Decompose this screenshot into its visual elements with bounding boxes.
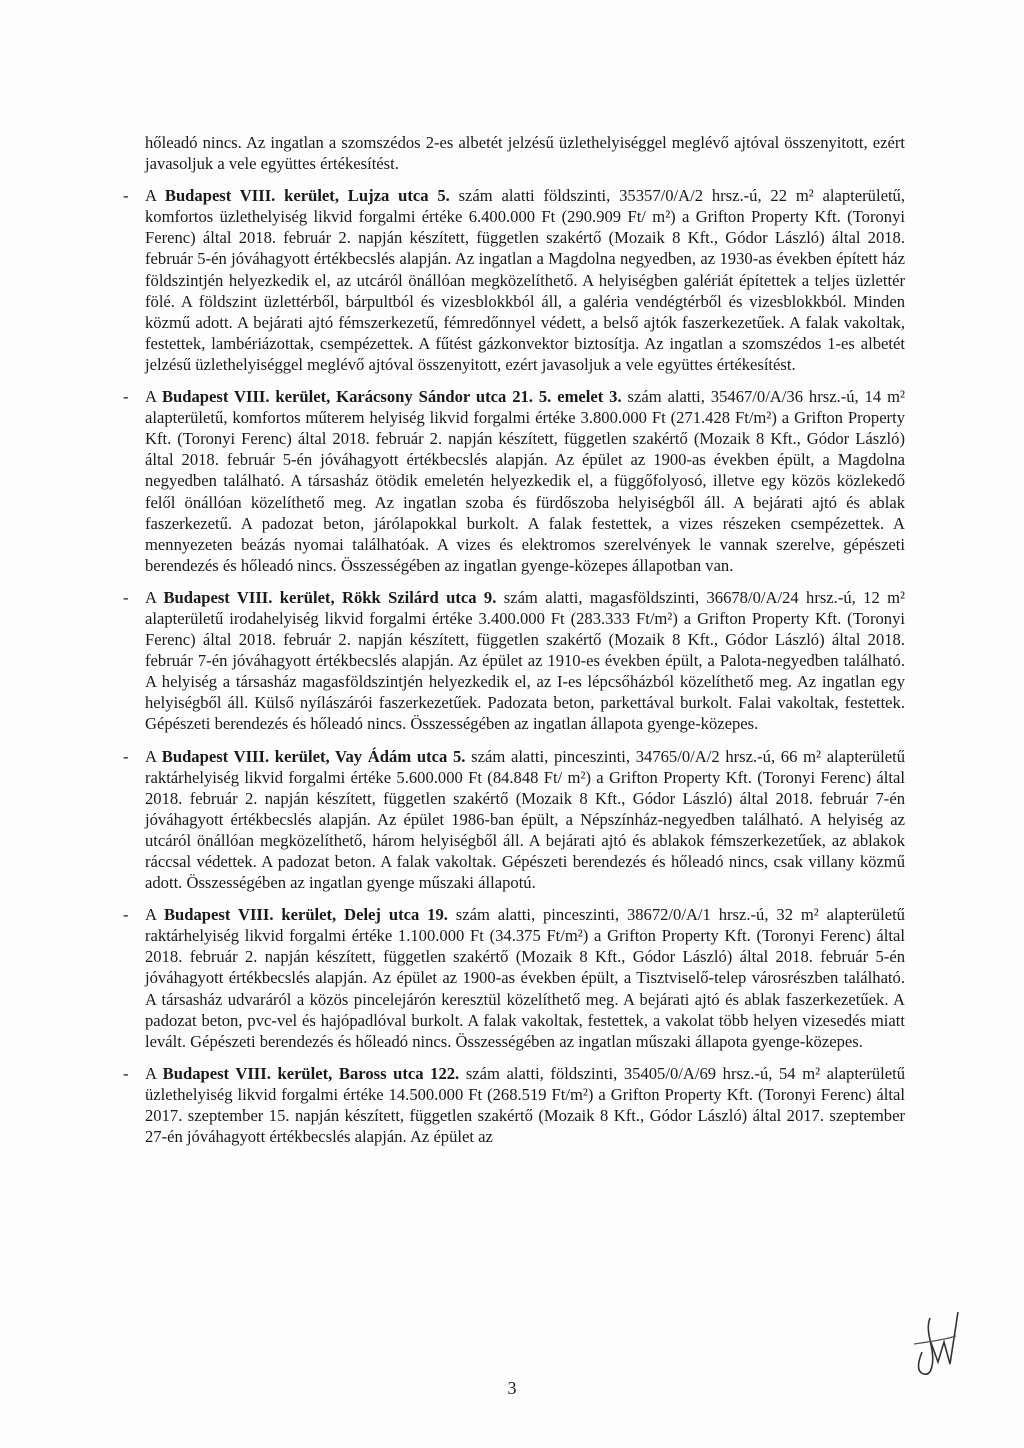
list-dash: - — [123, 387, 129, 407]
entry-description: szám alatti földszinti, 35357/0/A/2 hrsz.-ú, 22 m² alapterületű, komfortos üzlethelyiség likvid forgalmi értéke 6.400.000 Ft (290.909 Ft/ m²) a Grifton Property Kft. (Toronyi Ferenc) által 2018. február 2. napján készített, független szakértő (Mozaik 8 Kft., Gódor László) által 2018. február 5-én jóváhagyott értékbecslés alapján. Az ingatlan a Magdolna negyedben, az 1930-as években épített ház földszintjén helyezkedik el, az utcáról önállóan megközelíthető. A helyiségben galériát építettek a teljes üzlettér fölé. A földszint üzlettérből, bárpultból és vizesblokkból áll, a galéria vendégtérből és vizesblokkból. Minden közmű adott. A bejárati ajtó fémszerkezetű, fémredőnnyel védett, a belső ajtók faszerkezetűek. A falak vakoltak, festettek, lambériázottak, csempézettek. A fűtést gázkonvektor biztosítja. Az ingatlan a szomszédos 1-es albetét jelzésű üzlethelyiséggel meglévő ajtóval összenyitott, ezért javasoljuk a vele együttes értékesítést. — [145, 186, 905, 374]
entry-address: Budapest VIII. kerület, Karácsony Sándor utca 21. 5. emelet 3. — [161, 387, 622, 407]
entry-description: szám alatti, magasföldszinti, 36678/0/A/24 hrsz.-ú, 12 m² alapterületű irodahelyiség likvid forgalmi értéke 3.400.000 Ft (283.333 Ft/m²) a Grifton Property Kft. (Toronyi Ferenc) által 2018. február 2. napján készített, független szakértő (Mozaik 8 Kft., Gódor László) által 2018. február 7-én jóváhagyott értékbecslés alapján. Az épület az 1910-es években épült, a Palota-negyedben található. A helyiség a társasház magasföldszintjén helyezkedik el, az I-es lépcsőházból közelíthető meg. Az ingatlan egy helyiségből áll. Külső nyílászárói faszerkezetűek. Padozata beton, parkettával burkolt. Falai vakoltak, festettek. Gépészeti berendezés és hőleadó nincs. Összességében az ingatlan állapota gyenge-közepes. — [145, 587, 905, 734]
entry-description: szám alatti, pinceszinti, 34765/0/A/2 hrsz.-ú, 66 m² alapterületű raktárhelyiség likvid forgalmi értéke 5.600.000 Ft (84.848 Ft/ m²) a Grifton Property Kft. (Toronyi Ferenc) által 2018. február 2. napján készített, független szakértő (Mozaik 8 Kft., Gódor László) által 2018. február 7-én jóváhagyott értékbecslés alapján. Az épület 1986-ban épült, a Népszínház-negyedben található. A helyiség az utcáról önállóan megközelíthető, három helyiségből áll. A bejárati ajtó és ablakok fémszerkezetűek, az ablakok ráccsal védettek. A padozat beton. A falak vakoltak. Gépészeti berendezés és hőleadó nincs, csak villany közmű adott. Összességében az ingatlan gyenge műszaki állapotú. — [145, 746, 906, 893]
list-dash: - — [123, 186, 129, 206]
list-dash: - — [123, 746, 129, 766]
list-dash: - — [123, 905, 129, 925]
list-dash: - — [123, 587, 129, 607]
property-entry-rokk — [123, 587, 905, 735]
entry-description: szám alatti, földszinti, 35405/0/A/69 hrsz.-ú, 54 m² alapterületű üzlethelyiség likvid forgalmi értéke 14.500.000 Ft (268.519 Ft/m²) a Grifton Property Kft. (Toronyi Ferenc) által 2017. szeptember 15. napján készített, független szakértő (Mozaik 8 Kft., Gódor László) által 2017. szeptember 27-én jóváhagyott értékbecslés alapján. Az épület az — [145, 1063, 906, 1147]
entry-prefix: A — [145, 186, 165, 206]
entry-prefix: A — [145, 746, 162, 766]
entry-paragraph — [145, 185, 905, 375]
entry-paragraph — [145, 904, 905, 1052]
property-entry-baross — [123, 1063, 906, 1147]
entry-address: Budapest VIII. kerület, Delej utca 19. — [163, 905, 448, 925]
entry-address: Budapest VIII. kerület, Vay Ádám utca 5. — [161, 746, 466, 766]
entry-description: szám alatti, pinceszinti, 38672/0/A/1 hrsz.-ú, 32 m² alapterületű raktárhelyiség likvid forgalmi értéke 1.100.000 Ft (34.375 Ft/m²) a Grifton Property Kft. (Toronyi Ferenc) által 2018. február 2. napján készített, független szakértő (Mozaik 8 Kft., Gódor László) által 2018. február 5-én jóváhagyott értékbecslés alapján. Az épület az 1900-as években épült, a Tisztviselő-telep városrészben található. A társasház udvaráról a közös pincelejárón keresztül közelíthető meg. A bejárati ajtó és ablak faszerkezetűek. A padozat beton, pvc-vel és hajópadlóval burkolt. A falak vakoltak, festettek, a vakolat több helyen vizesedés miatt levált. Gépészeti berendezés és hőleadó nincs. Összességében az ingatlan műszaki állapota gyenge-közepes. — [145, 905, 905, 1051]
entry-address: Budapest VIII. kerület, Baross utca 122. — [162, 1063, 460, 1083]
entry-paragraph — [145, 746, 905, 894]
entry-address: Budapest VIII. kerület, Lujza utca 5. — [164, 186, 450, 206]
entry-paragraph — [145, 1063, 905, 1147]
property-entry-vay — [123, 746, 906, 894]
entry-prefix: A — [145, 905, 164, 925]
list-dash: - — [123, 1063, 129, 1083]
entry-paragraph — [145, 587, 905, 735]
property-entry-lujza — [123, 185, 905, 375]
handwritten-initials-signature — [908, 1292, 968, 1382]
page-number: 3 — [507, 1378, 517, 1398]
property-entry-karacsony — [123, 386, 905, 576]
entry-paragraph — [145, 386, 905, 576]
body-text — [123, 132, 906, 1158]
entry-prefix: A — [145, 587, 164, 607]
entry-description: szám alatti, 35467/0/A/36 hrsz.-ú, 14 m² alapterületű, komfortos műterem helyiség likvid forgalmi értéke 3.800.000 Ft (271.428 Ft/m²) a Grifton Property Kft. (Toronyi Ferenc) által 2018. február 2. napján készített, független szakértő (Mozaik 8 Kft., Gódor László) által 2018. február 5-én jóváhagyott értékbecslés alapján. Az épület az 1900-as években épült, a Magdolna negyedben található. A társasház ötödik emeletén helyezkedik el, a függőfolyosó, illetve egy közös közlekedő felől önállóan közelíthető meg. Az ingatlan szoba és fürdőszoba helyiségből áll. A bejárati ajtó és ablak faszerkezetű. A padozat beton, járólapokkal burkolt. A falak festettek, a vizes részeken csempézettek. A mennyezeten beázás nyomai találhatóak. A vizes és elektromos szerelvények le vannak szerelve, gépészeti berendezés és hőleadó nincs. Összességében az ingatlan gyenge-közepes állapotban van. — [145, 387, 905, 575]
entry-address: Budapest VIII. kerület, Rökk Szilárd utca 9. — [163, 587, 497, 607]
intro-paragraph: hőleadó nincs. Az ingatlan a szomszédos 2-es albetét jelzésű üzlethelyiséggel meglévő ajtóval összenyitott, ezért javasoljuk a vele együttes értékesítést. — [145, 133, 905, 174]
entry-prefix: A — [145, 387, 162, 407]
property-entry-delej — [123, 904, 905, 1052]
entry-prefix: A — [145, 1063, 163, 1083]
